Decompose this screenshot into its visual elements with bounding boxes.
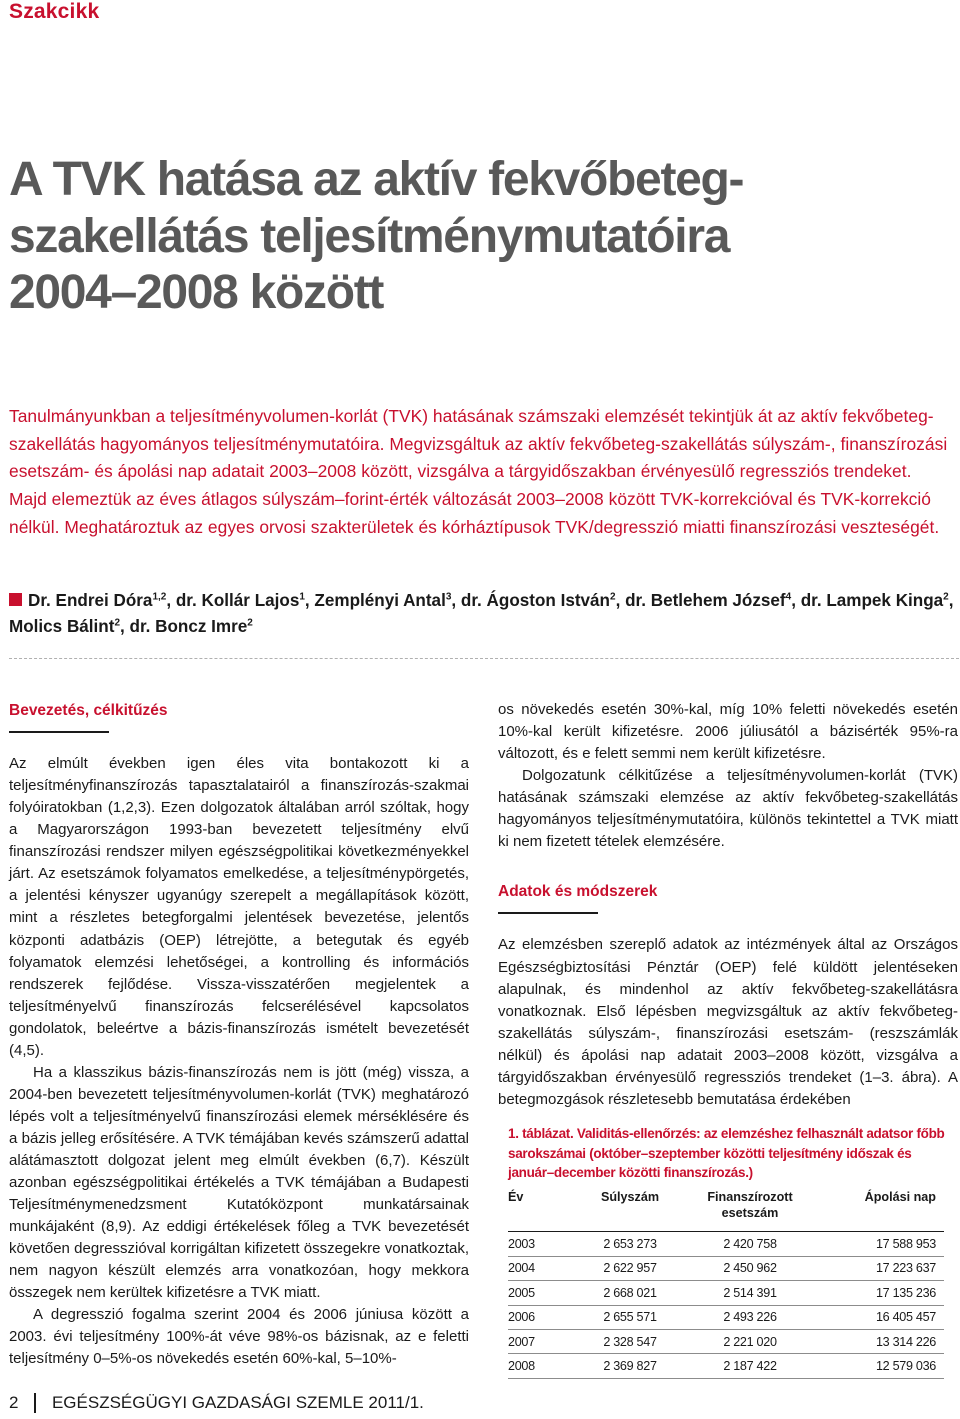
table-row bbox=[508, 1232, 944, 1256]
table-row bbox=[508, 1354, 944, 1378]
table-cell: 2 668 021 bbox=[580, 1281, 680, 1305]
table-cell: 2006 bbox=[508, 1305, 580, 1329]
author-name: dr. Betlehem József bbox=[625, 591, 786, 610]
title-line-1: A TVK hatása az aktív fekvőbeteg- bbox=[9, 153, 744, 206]
intro-paragraph-1: Az elmúlt években igen éles vita bontakozott ki a teljesítményfinanszírozás tapasztalatairól a finanszírozás-szakmai folyóiratokban (1,2,3). Ezen dolgozatok általában arról szóltak, hogy a Magyarországon 1993-ban bevezetett teljesítmény elvű finanszírozási rendszer milyen egészségpolitikai következményekkel járt. Az esetszámok folyamatos emelkedése, a teljesítménypörgetés, a jelentési kényszer ugyanúgy szerepelt a megállapítások között, mint a részletes betegforgalmi jelentések bevezetése, jelentős központi adatbázis (OEP) létrejötte, a betegutak és egyéb folyamatok elemzési lehetőségei, a kontrolling és információs rendszerek fejlődése. Vissza-visszatérően megjelentek a teljesítményelvű finanszírozás felcserélésével kapcsolatos gondolatok, beleértve a bázis-finanszírozás ismételt bevezetését (4,5). bbox=[9, 755, 469, 1059]
table-cell: 16 405 457 bbox=[820, 1305, 944, 1329]
table-caption: 1. táblázat. Validitás-ellenőrzés: az elemzéshez felhasznált adatsor főbb sarokszámai (október–szeptember közötti teljesítmény időszak és január–december közötti finanszírozás.) bbox=[508, 1126, 945, 1181]
intro-paragraph-2: Ha a klasszikus bázis-finanszírozás nem is jött (még) vissza, a 2004-ben bevezetett teljesítményvolumen-korlát (TVK) meghatározó lépés volt a teljesítményelvű finanszírozási elemek mérséklésére és a bázis jelleg erősítésére. A TVK témájában kevés számszerű adattal alátámasztott dolgozat jelent meg elmúlt években (6,7). Készült azonban egészségpolitikai értékelés a TVK témájában a Budapesti Teljesítménymenedzsment Kutatóközpont munkatársainak munkájaként (8,9). Az eddigi értékelések főleg a TVK bevezetését követően degresszióval korrigáltan kifizetett összegekre vonatkoztak, nem nagyon készült elemzés arra vonatkozóan, hogy mekkora összegek nem kerültek kifizetésre a TVK miatt. bbox=[9, 1063, 469, 1302]
column-header-weight: Súlyszám bbox=[580, 1189, 680, 1232]
author-affiliation: 1,2 bbox=[152, 591, 167, 603]
right-column bbox=[498, 699, 958, 1111]
column-header-care-days: Ápolási nap bbox=[820, 1189, 944, 1232]
column-header-cases: Finanszírozott esetszám bbox=[680, 1189, 820, 1232]
author-names bbox=[9, 591, 953, 636]
author-separator: , bbox=[948, 591, 954, 610]
table-row bbox=[508, 1329, 944, 1353]
table-cell: 17 135 236 bbox=[820, 1281, 944, 1305]
table-row bbox=[508, 1305, 944, 1329]
table-cell: 2 653 273 bbox=[580, 1232, 680, 1256]
author-separator: , bbox=[451, 591, 461, 610]
abstract: Tanulmányunkban a teljesítményvolumen-korlát (TVK) hatásának számszaki elemzését tekintjük át az aktív fekvőbeteg-szakellátás hagyományos teljesítménymutatóira. Megvizsgáltuk az aktív fekvőbeteg-szakellátás súlyszám-, finanszírozási esetszám- és ápolási nap adatait 2003–2008 között, vizsgálva a tárgyidőszakban érvényesülő regressziós trendeket. Majd elemeztük az éves átlagos súlyszám–forint-érték változását 2003–2008 között TVK-korrekcióval és TVK-korrekció nélkül. Meghatároztuk az egyes orvosi szakterületek és kórháztípusok TVK/degresszió miatti finanszírozási veszteségét. bbox=[9, 406, 948, 537]
table-cell: 2005 bbox=[508, 1281, 580, 1305]
author-separator: , bbox=[166, 591, 176, 610]
author-affiliation: 3 bbox=[445, 591, 452, 603]
dashed-divider bbox=[9, 658, 959, 659]
footer-divider bbox=[34, 1393, 36, 1413]
validation-table bbox=[508, 1189, 944, 1379]
author-name: Zemplényi Antal bbox=[314, 591, 446, 610]
author-affiliation: 2 bbox=[610, 591, 616, 603]
page-number: 2 bbox=[9, 1393, 19, 1412]
table-row bbox=[508, 1281, 944, 1305]
author-separator: , bbox=[120, 616, 130, 636]
title-line-3: 2004–2008 között bbox=[9, 266, 384, 320]
author-separator: , bbox=[615, 591, 626, 610]
table-cell: 13 314 226 bbox=[820, 1329, 944, 1353]
author-name: Molics Bálint bbox=[9, 616, 115, 636]
author-list bbox=[9, 588, 954, 640]
table-cell: 2 514 391 bbox=[680, 1281, 820, 1305]
title-line-2: szakellátás teljesítménymutatóira bbox=[9, 209, 730, 263]
author-separator: , bbox=[791, 591, 801, 610]
author-affiliation: 4 bbox=[785, 591, 792, 603]
section-label: Szakcikk bbox=[9, 0, 100, 23]
author-name: dr. Kollár Lajos bbox=[175, 591, 300, 610]
author-affiliation: 2 bbox=[247, 617, 253, 629]
page-footer bbox=[9, 1393, 424, 1413]
table-cell: 2 420 758 bbox=[680, 1232, 820, 1256]
table-cell: 2004 bbox=[508, 1256, 580, 1280]
table-cell: 12 579 036 bbox=[820, 1354, 944, 1378]
table-cell: 17 223 637 bbox=[820, 1256, 944, 1280]
left-column bbox=[9, 700, 469, 1370]
intro-continued-paragraph: os növekedés esetén 30%-kal, míg 10% feletti növekedés esetén 10%-kal került kifizetésre. 2006 júliusától a bázisérték 95%-ra változott, és e felett semmi nem került kifizetésre. bbox=[498, 701, 958, 763]
author-affiliation: 2 bbox=[943, 591, 949, 603]
section-heading-introduction: Bevezetés, célkitűzés bbox=[9, 701, 168, 739]
validation-table-block bbox=[508, 1124, 948, 1379]
table-cell: 2003 bbox=[508, 1232, 580, 1256]
author-bullet-square bbox=[9, 593, 22, 606]
column-header-year: Év bbox=[508, 1189, 580, 1232]
table-cell: 2008 bbox=[508, 1354, 580, 1378]
author-name: dr. Ágoston István bbox=[460, 591, 611, 610]
article-title bbox=[9, 152, 954, 322]
table-cell: 2 655 571 bbox=[580, 1305, 680, 1329]
table-cell: 17 588 953 bbox=[820, 1232, 944, 1256]
table-cell: 2 221 020 bbox=[680, 1329, 820, 1353]
table-cell: 2 493 226 bbox=[680, 1305, 820, 1329]
author-name: Dr. Endrei Dóra bbox=[28, 591, 153, 610]
author-separator: , bbox=[304, 591, 315, 610]
table-header-row bbox=[508, 1189, 944, 1232]
journal-name: EGÉSZSÉGÜGYI GAZDASÁGI SZEMLE 2011/1. bbox=[51, 1393, 424, 1412]
intro-paragraph-3: A degresszió fogalma szerint 2004 és 2006 júniusa között a 2003. évi teljesítmény 100%-át véve 98%-os bázisnak, az e feletti teljesítmény 0–5%-os növekedés esetén 60%-kal, 5–10%- bbox=[9, 1306, 469, 1368]
author-name: dr. Lampek Kinga bbox=[800, 591, 944, 610]
aims-paragraph: Dolgozatunk célkitűzése a teljesítményvolumen-korlát (TVK) hatásának számszaki elemzése az aktív fekvőbeteg-szakellátás hagyományos teljesítménymutatóira, különös tekintettel a TVK miatt ki nem fizetett tételek elemzésére. bbox=[498, 767, 958, 851]
author-affiliation: 1 bbox=[299, 591, 305, 603]
table-body bbox=[508, 1232, 944, 1378]
table-cell: 2 187 422 bbox=[680, 1354, 820, 1378]
author-name: dr. Boncz Imre bbox=[129, 616, 248, 636]
table-cell: 2007 bbox=[508, 1329, 580, 1353]
table-cell: 2 622 957 bbox=[580, 1256, 680, 1280]
table-cell: 2 369 827 bbox=[580, 1354, 680, 1378]
author-affiliation: 2 bbox=[114, 617, 120, 629]
table-cell: 2 450 962 bbox=[680, 1256, 820, 1280]
table-row bbox=[508, 1256, 944, 1280]
section-heading-methods: Adatok és módszerek bbox=[498, 882, 657, 920]
methods-paragraph: Az elemzésben szereplő adatok az intézmények által az Országos Egészségbiztosítási Pénztár (OEP) felé küldött jelentéseken alapulnak, és mindenhol az aktív fekvőbeteg-szakellátásra vonatkoznak. Első lépésben megvizsgáltuk az aktív fekvőbeteg-szakellátás súlyszám-, finanszírozási esetszám- (reszszámlák nélkül) és ápolási nap adatait 2003–2008 között, vizsgálva a tárgyidőszakban érvényesülő regressziós trendeket (1–3. ábra). A betegmozgások részletesebb bemutatása érdekében bbox=[498, 936, 958, 1108]
table-cell: 2 328 547 bbox=[580, 1329, 680, 1353]
